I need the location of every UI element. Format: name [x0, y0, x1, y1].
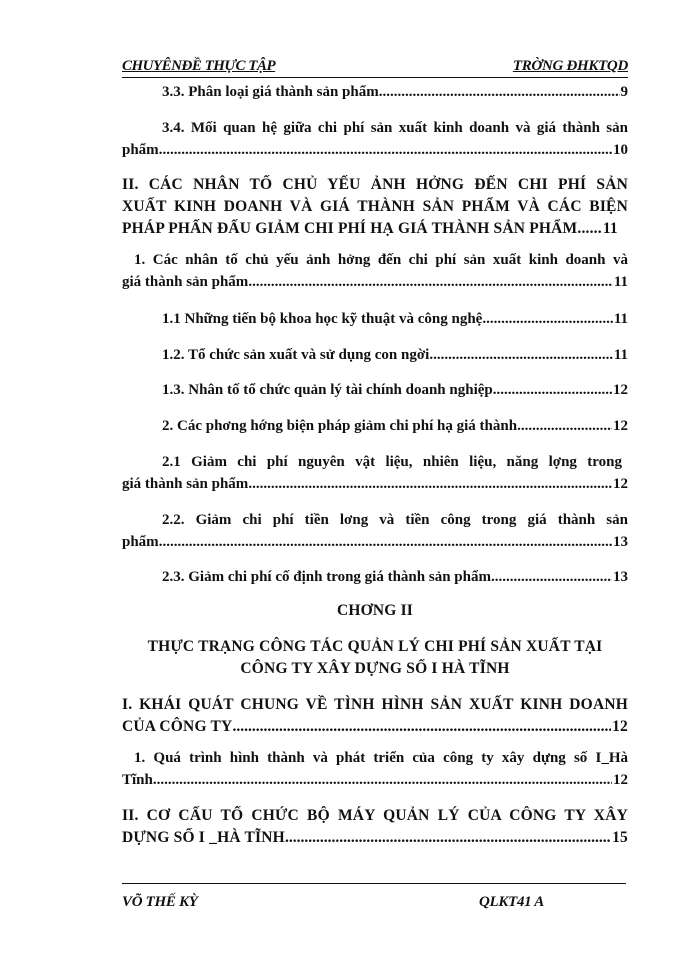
toc-page-number: 11 — [613, 274, 628, 290]
toc-entry-1-3[interactable] — [162, 380, 628, 400]
toc2-entry-1-line1[interactable]: 1. Quá trình hình thành và phát triển của công ty xây dựng số I_Hà — [134, 750, 628, 766]
toc-entry-1-2[interactable] — [162, 345, 628, 365]
toc-entry-text: 1.3. Nhân tố tổ chức quản lý tài chính doanh nghiệp — [162, 382, 493, 398]
toc-dot-leader — [517, 416, 612, 436]
toc-entry-1-line2[interactable] — [122, 272, 628, 292]
header-rule — [122, 77, 628, 78]
toc-entry-text: phẩm — [122, 142, 159, 158]
toc-dot-leader — [248, 272, 613, 292]
toc-entry-2-2-line1[interactable]: 2.2. Giảm chi phí tiền lơng và tiền công trong giá thành sản — [162, 512, 628, 528]
toc-page-number: 12 — [612, 718, 628, 735]
toc-entry-1-line1[interactable]: 1. Các nhân tố chủ yếu ảnh hởng đến chi phí sản xuất kinh doanh và — [134, 252, 628, 268]
toc-entry-text: giá thành sản phẩm — [122, 476, 249, 492]
toc-page-number: 11 — [613, 311, 628, 327]
toc-dot-leader — [491, 567, 612, 587]
toc-entry-text: phẩm — [122, 534, 159, 550]
toc-page-number: 13 — [613, 569, 628, 585]
toc-page-number: 12 — [613, 382, 628, 398]
toc-dot-leader — [159, 140, 612, 160]
toc-dot-leader — [153, 770, 612, 790]
footer-right-text: QLKT41 A — [479, 894, 544, 910]
toc-dot-leader — [429, 345, 612, 365]
toc-entry-3-4-line2[interactable] — [122, 140, 628, 160]
toc-section-II-line1[interactable]: II. CÁC NHÂN TỐ CHỦ YẾU ẢNH HỞNG ĐẾN CHI PHÍ SẢN — [122, 176, 628, 193]
toc-page-number: 15 — [612, 829, 628, 846]
toc-page-number: 13 — [613, 534, 628, 550]
toc2-section-I-line1[interactable]: I. KHÁI QUÁT CHUNG VỀ TÌNH HÌNH SẢN XUẤT KINH DOANH — [122, 696, 628, 713]
header-left-text: CHUYÊNĐỀ THỰC TẬP — [122, 58, 276, 74]
toc-page-number: 9 — [620, 84, 628, 100]
toc-dot-leader — [285, 828, 611, 848]
toc-section-II-line3[interactable] — [122, 219, 634, 239]
toc-entry-text: 3.3. Phân loại giá thành sản phẩm — [162, 84, 379, 100]
toc2-section-II-line2[interactable] — [122, 828, 628, 848]
toc-entry-2-3[interactable] — [162, 567, 628, 587]
toc-entry-3-4-line1[interactable]: 3.4. Mối quan hệ giữa chi phí sản xuất kinh doanh và giá thành sản — [162, 120, 628, 136]
toc-entry-2-2-line2[interactable] — [122, 532, 628, 552]
toc-page-number: 12 — [613, 476, 628, 492]
toc-entry-text: PHÁP PHẤN ĐẤU GIẢM CHI PHÍ HẠ GIÁ THÀNH SẢN PHẨM...... — [122, 220, 602, 237]
toc-entry-text: giá thành sản phẩm — [122, 274, 249, 290]
toc-entry-text: Tĩnh — [122, 772, 153, 788]
chapter-title-line1: THỰC TRẠNG CÔNG TÁC QUẢN LÝ CHI PHÍ SẢN XUẤT TẠI — [147, 638, 603, 655]
toc-page-number: 10 — [613, 142, 628, 158]
toc-page-number: 11 — [602, 220, 618, 237]
toc-entry-3-3[interactable] — [162, 82, 628, 102]
toc-dot-leader — [493, 380, 612, 400]
chapter-title-line2: CÔNG TY XÂY DỰNG SỐ I HÀ TĨNH — [240, 660, 510, 677]
toc-page-number: 12 — [613, 418, 628, 434]
toc-entry-text: 2.3. Giảm chi phí cố định trong giá thành sản phẩm — [162, 569, 491, 585]
toc-entry-2-1-line1[interactable]: 2.1 Giảm chi phí nguyên vật liệu, nhiên liệu, năng lợng trong — [162, 454, 622, 470]
toc-entry-text: DỰNG SỐ I _HÀ TĨNH — [122, 829, 285, 846]
toc-entry-text: CỦA CÔNG TY — [122, 718, 233, 735]
toc-dot-leader — [159, 532, 612, 552]
toc-entry-2-1-line2[interactable] — [122, 474, 628, 494]
toc-entry-1-1[interactable] — [162, 309, 628, 329]
toc-section-II-line2[interactable]: XUẤT KINH DOANH VÀ GIÁ THÀNH SẢN PHẨM VÀ CÁC BIỆN — [122, 198, 628, 215]
toc-entry-2[interactable] — [162, 416, 628, 436]
toc2-entry-1-line2[interactable] — [122, 770, 628, 790]
toc-dot-leader — [482, 309, 612, 329]
toc-page-number: 11 — [613, 347, 628, 363]
toc2-section-I-line2[interactable] — [122, 717, 628, 737]
toc-entry-text: 2. Các phơng hớng biện pháp giảm chi phí hạ giá thành — [162, 418, 518, 434]
toc2-section-II-line1[interactable]: II. CƠ CẤU TỔ CHỨC BỘ MÁY QUẢN LÝ CỦA CÔNG TY XÂY — [122, 807, 628, 824]
toc-entry-text: 1.1 Những tiến bộ khoa học kỹ thuật và công nghệ — [162, 311, 483, 327]
toc-dot-leader — [232, 717, 611, 737]
toc-dot-leader — [248, 474, 612, 494]
footer-left-text: VÕ THẾ KỲ — [122, 894, 198, 910]
header-right-text: TRỜNG ĐHKTQD — [512, 58, 628, 74]
toc-dot-leader — [379, 82, 620, 102]
chapter-label: CHƠNG II — [336, 602, 414, 619]
toc-entry-text: 1.2. Tổ chức sản xuất và sử dụng con ngời — [162, 347, 430, 363]
footer-rule — [122, 883, 626, 884]
toc-page-number: 12 — [613, 772, 628, 788]
